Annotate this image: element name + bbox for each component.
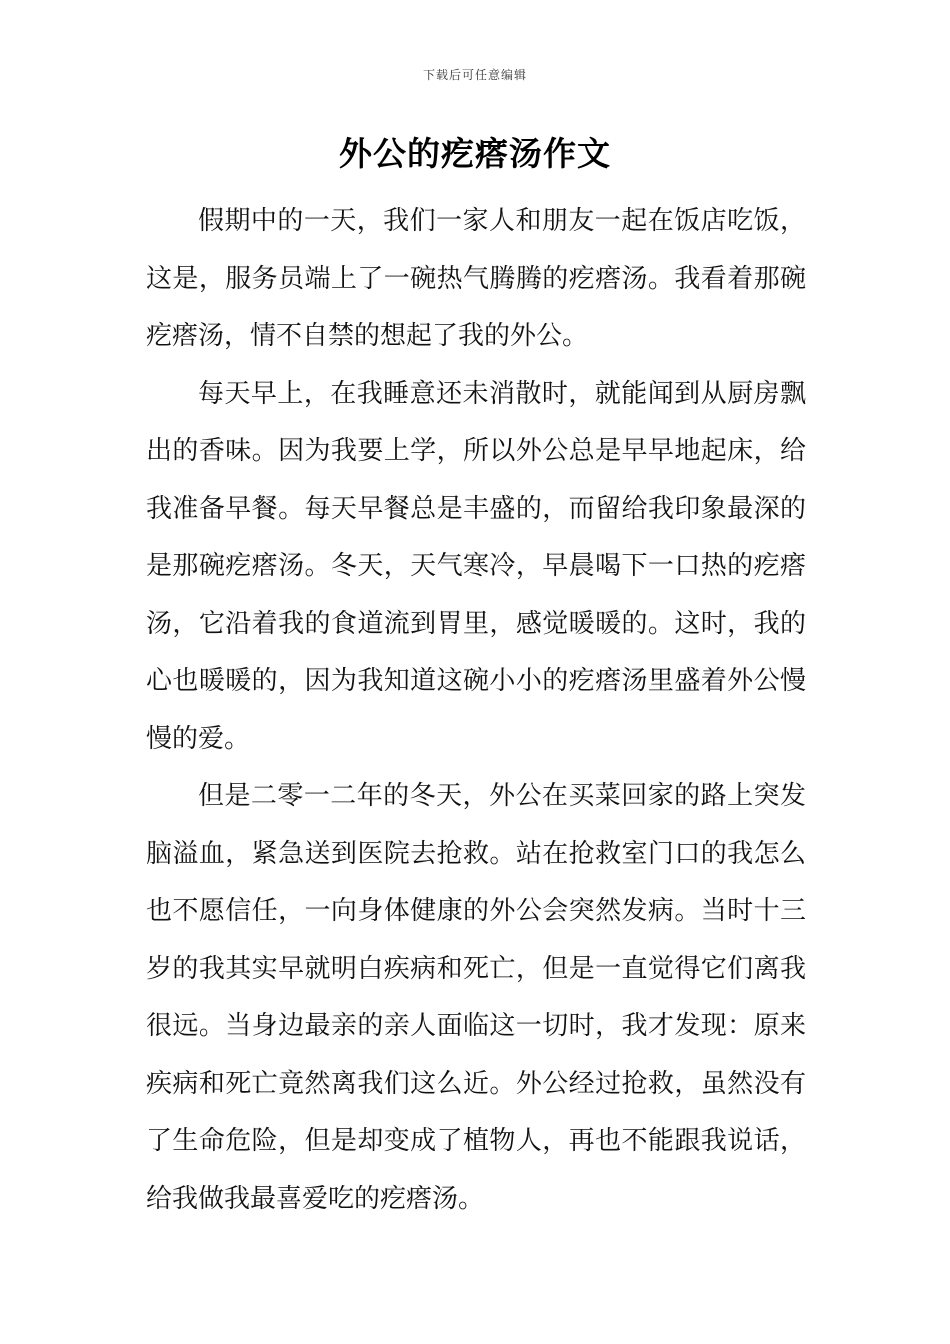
header-note: 下载后可任意编辑 [422,68,527,82]
paragraph: 每天早上，在我睡意还未消散时，就能闻到从厨房飘出的香味。因为我要上学，所以外公总是早早地起床，给我准备早餐。每天早餐总是丰盛的，而留给我印象最深的是那碗疙瘩汤。冬天，天气寒冷，早晨喝下一口热的疙瘩汤，它沿着我的食道流到胃里，感觉暖暖的。这时，我的心也暖暖的，因为我知道这碗小小的疙瘩汤里盛着外公慢慢的爱。 [146,378,806,754]
document-body [146,193,806,1228]
paragraph: 但是二零一二年的冬天，外公在买菜回家的路上突发脑溢血，紧急送到医院去抢救。站在抢救室门口的我怎么也不愿信任，一向身体健康的外公会突然发病。当时十三岁的我其实早就明白疾病和死亡，但是一直觉得它们离我很远。当身边最亲的亲人面临这一切时，我才发现：原来疾病和死亡竟然离我们这么近。外公经过抢救，虽然没有了生命危险，但是却变成了植物人，再也不能跟我说话，给我做我最喜爱吃的疙瘩汤。 [146,781,806,1214]
paragraph: 假期中的一天，我们一家人和朋友一起在饭店吃饭，这是，服务员端上了一碗热气腾腾的疙瘩汤。我看着那碗疙瘩汤，情不自禁的想起了我的外公。 [146,206,806,351]
document-title: 外公的疙瘩汤作文 [339,134,611,173]
